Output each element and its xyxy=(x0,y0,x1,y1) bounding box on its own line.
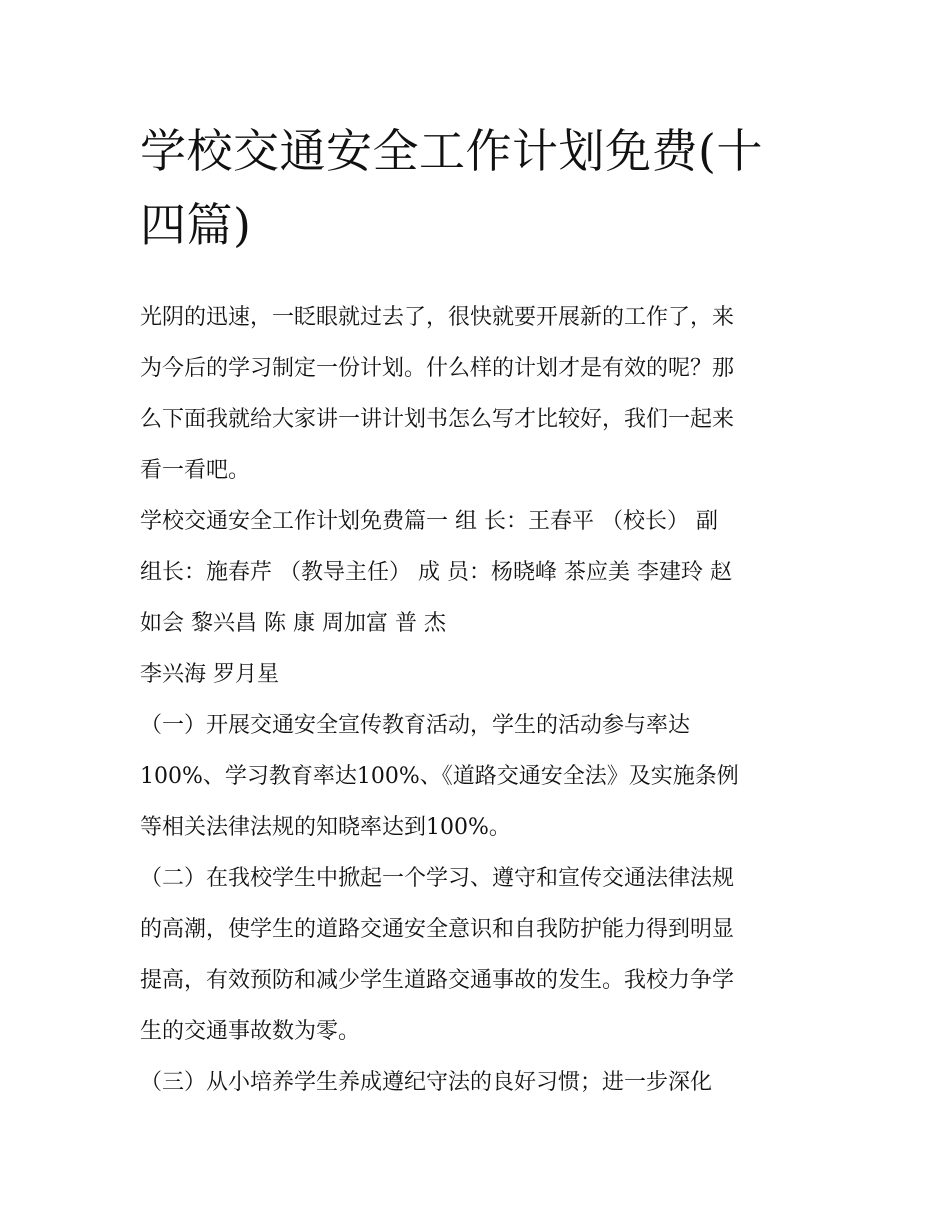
text-line: 提高，有效预防和减少学生道路交通事故的发生。我校力争学 xyxy=(140,968,735,993)
goal-three-paragraph xyxy=(140,1057,816,1108)
title-line: 学校交通安全工作计划免费(十 xyxy=(140,124,763,178)
staff-paragraph xyxy=(140,496,816,649)
staff-continued-paragraph xyxy=(140,649,816,700)
text-line: 生的交通事故数为零。 xyxy=(140,1019,361,1044)
goal-two-paragraph xyxy=(140,853,816,1057)
text-line: 学校交通安全工作计划免费篇一 组 长：王春平 （校长） 副 xyxy=(140,509,718,534)
text-line: 等相关法律法规的知晓率达到100%。 xyxy=(140,815,511,840)
title-line: 四篇) xyxy=(140,198,252,252)
text-line: 如会 黎兴昌 陈 康 周加富 普 杰 xyxy=(140,611,446,636)
text-line: 组长：施春芹 （教导主任） 成 员：杨晓峰 茶应美 李建玲 赵 xyxy=(140,560,732,585)
document-title xyxy=(140,114,816,262)
intro-paragraph xyxy=(140,292,816,496)
document-content xyxy=(140,114,816,1108)
text-line: 看一看吧。 xyxy=(140,458,251,483)
text-line: （三）从小培养学生养成遵纪守法的良好习惯；进一步深化 xyxy=(140,1070,713,1095)
text-line: 光阴的迅速，一眨眼就过去了，很快就要开展新的工作了，来 xyxy=(140,305,735,330)
goal-one-paragraph xyxy=(140,700,816,853)
text-line: 为今后的学习制定一份计划。什么样的计划才是有效的呢？那 xyxy=(140,356,735,381)
text-line: 100%、学习教育率达100%、《道路交通安全法》及实施条例 xyxy=(140,764,739,789)
document-body xyxy=(140,292,816,1108)
text-line: 李兴海 罗月星 xyxy=(140,662,279,687)
text-line: 么下面我就给大家讲一讲计划书怎么写才比较好，我们一起来 xyxy=(140,407,735,432)
text-line: 的高潮，使学生的道路交通安全意识和自我防护能力得到明显 xyxy=(140,917,735,942)
text-line: （一）开展交通安全宣传教育活动，学生的活动参与率达 xyxy=(140,713,691,738)
text-line: （二）在我校学生中掀起一个学习、遵守和宣传交通法律法规 xyxy=(140,866,735,891)
